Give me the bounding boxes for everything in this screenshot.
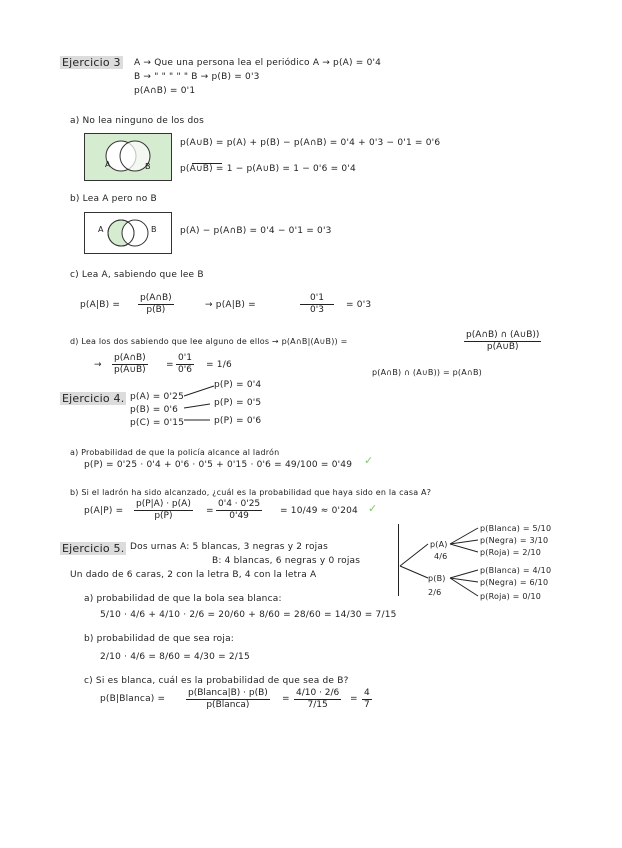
tree-node-a: p(A) xyxy=(430,540,448,549)
frac-denominator: 7/15 xyxy=(307,700,328,710)
ej4-a-label: a) Probabilidad de que la policía alcance al ladrón xyxy=(70,448,280,457)
frac-denominator: p(Blanca) xyxy=(206,700,250,710)
tree-leaf-b-negra: p(Negra) = 6/10 xyxy=(480,578,549,587)
ej4-b-frac1 xyxy=(134,499,193,522)
tree-node-a-prob: 4/6 xyxy=(434,552,448,561)
frac-denominator: p(P) xyxy=(154,511,173,521)
ej5-c-label: c) Si es blanca, cuál es la probabilidad de que sea de B? xyxy=(84,676,349,686)
ej4-b-result: = 10/49 ≈ 0'204 xyxy=(280,506,358,516)
frac-numerator: p(P|A) · p(A) xyxy=(136,499,191,509)
checkmark-icon: ✓ xyxy=(364,454,374,467)
venn-b-label: B xyxy=(151,225,157,234)
ej4-b-label: b) Si el ladrón ha sido alcanzado, ¿cuál es la probabilidad que haya sido en la casa A? xyxy=(70,488,432,497)
ej4-a-eq: p(P) = 0'25 · 0'4 + 0'6 · 0'5 + 0'15 · 0'6 = 49/100 = 0'49 xyxy=(84,460,353,470)
checkmark-icon: ✓ xyxy=(368,502,378,515)
ej3-b-eq: p(A) − p(A∩B) = 0'4 − 0'1 = 0'3 xyxy=(180,226,332,236)
ej3-title: Ejercicio 3 xyxy=(62,56,121,69)
venn-b-label: B xyxy=(145,162,151,171)
tree-leaf-a-roja: p(Roja) = 2/10 xyxy=(480,548,542,557)
tree-leaf-b-roja: p(Roja) = 0/10 xyxy=(480,592,542,601)
frac-denominator: 0'49 xyxy=(229,511,249,521)
ej4-b-frac2 xyxy=(216,499,262,522)
frac-denominator: 0'6 xyxy=(178,365,192,375)
frac-numerator: 0'4 · 0'25 xyxy=(218,499,261,509)
frac-numerator: 0'1 xyxy=(178,353,192,363)
ej3-a-eq1: p(A∪B) = p(A) + p(B) − p(A∩B) = 0'4 + 0'3 − 0'1 = 0'6 xyxy=(180,138,441,148)
ej5-b-label: b) probabilidad de que sea roja: xyxy=(84,634,235,644)
frac-numerator: p(Blanca|B) · p(B) xyxy=(188,688,268,698)
ej4-b-eq: = xyxy=(206,506,214,516)
frac-numerator: p(A∩B) ∩ (A∪B)) xyxy=(466,330,540,340)
ej4-pa: p(A) = 0'25 xyxy=(130,392,185,402)
frac-denominator: 7 xyxy=(364,700,370,710)
tree-leaf-a-blanca: p(Blanca) = 5/10 xyxy=(480,524,552,533)
ej5-c-eq: = xyxy=(282,694,290,704)
ej4-pp3: p(P) = 0'6 xyxy=(214,416,262,426)
ej4-pb: p(B) = 0'6 xyxy=(130,405,179,415)
ej5-c-frac3 xyxy=(362,688,372,711)
venn-diagram-b xyxy=(84,212,172,254)
frac-denominator: 0'3 xyxy=(310,305,324,315)
ej5-a-eq: 5/10 · 4/6 + 4/10 · 2/6 = 20/60 + 8/60 = 28/60 = 14/30 = 7/15 xyxy=(100,610,397,620)
venn-diagram-a xyxy=(84,133,172,181)
ej5-title: Ejercicio 5. xyxy=(62,542,125,555)
ej3-a-label: a) No lea ninguno de los dos xyxy=(70,116,204,126)
ej3-d-frac2 xyxy=(176,353,194,376)
frac-numerator: 4 xyxy=(364,688,370,698)
ej3-d-frac1 xyxy=(112,353,148,376)
tree-node-b-prob: 2/6 xyxy=(428,588,442,597)
ej3-d-frac0 xyxy=(464,330,541,353)
tree-node-b: p(B) xyxy=(428,574,446,583)
frac-numerator: 4/10 · 2/6 xyxy=(296,688,340,698)
ej3-d-arrow: → xyxy=(94,360,102,370)
eq-sign: = xyxy=(166,360,174,370)
ej5-a-label: a) probabilidad de que la bola sea blanca: xyxy=(84,594,282,604)
ej3-d-side: p(A∩B) ∩ (A∪B)) = p(A∩B) xyxy=(372,368,482,377)
ej5-line2: B: 4 blancas, 6 negras y 0 rojas xyxy=(212,556,361,566)
frac-denominator: p(B) xyxy=(146,305,166,315)
ej4-title: Ejercicio 4. xyxy=(62,392,125,405)
ej5-c-frac1 xyxy=(186,688,270,711)
ej4-pp2: p(P) = 0'5 xyxy=(214,398,262,408)
frac-denominator: p(A∪B) xyxy=(486,342,519,352)
ej4-pc: p(C) = 0'15 xyxy=(130,418,185,428)
venn-circles-icon xyxy=(85,134,171,180)
ej5-line1: Dos urnas A: 5 blancas, 3 negras y 2 rojas xyxy=(130,542,328,552)
ej5-c-frac2 xyxy=(294,688,341,711)
ej3-line3: p(A∩B) = 0'1 xyxy=(134,86,196,96)
ej3-c-lhs: p(A|B) = xyxy=(80,300,121,310)
ej4-pp1: p(P) = 0'4 xyxy=(214,380,262,390)
ej3-line1: A → Que una persona lea el periódico A → p(A) = 0'4 xyxy=(134,58,382,68)
ej5-b-eq: 2/10 · 4/6 = 8/60 = 4/30 = 2/15 xyxy=(100,652,250,662)
frac-numerator: 0'1 xyxy=(300,293,334,305)
ej3-b-label: b) Lea A pero no B xyxy=(70,194,157,204)
ej5-c-lhs: p(B|Blanca) = xyxy=(100,694,166,704)
ej5-line3: Un dado de 6 caras, 2 con la letra B, 4 con la letra A xyxy=(70,570,317,580)
ej4-b-lhs: p(A|P) = xyxy=(84,506,124,516)
complement-bar xyxy=(192,163,222,164)
ej3-c-label: c) Lea A, sabiendo que lee B xyxy=(70,270,204,280)
ej3-line2: B → " " " " " B → p(B) = 0'3 xyxy=(134,72,260,82)
ej3-d-label: d) Lea los dos sabiendo que lee alguno de ellos → p(A∩B|(A∪B)) = xyxy=(70,337,348,346)
ej3-d-result: = 1/6 xyxy=(206,360,232,370)
ej3-c-frac2 xyxy=(300,293,334,316)
ej3-c-frac1 xyxy=(138,293,174,316)
venn-a-label: A xyxy=(98,225,104,234)
venn-a-label: A xyxy=(105,160,111,169)
tree-leaf-b-blanca: p(Blanca) = 4/10 xyxy=(480,566,552,575)
ej3-a-eq2: p(A∪B) = 1 − p(A∪B) = 1 − 0'6 = 0'4 xyxy=(180,164,356,174)
ej5-c-eq2: = xyxy=(350,694,358,704)
frac-denominator: p(A∪B) xyxy=(114,365,146,375)
tree-leaf-a-negra: p(Negra) = 3/10 xyxy=(480,536,549,545)
frac-numerator: p(A∩B) xyxy=(140,293,172,303)
frac-numerator: p(A∩B) xyxy=(114,353,146,363)
ej3-c-mid: → p(A|B) = xyxy=(205,300,256,310)
ej3-c-result: = 0'3 xyxy=(346,300,372,310)
